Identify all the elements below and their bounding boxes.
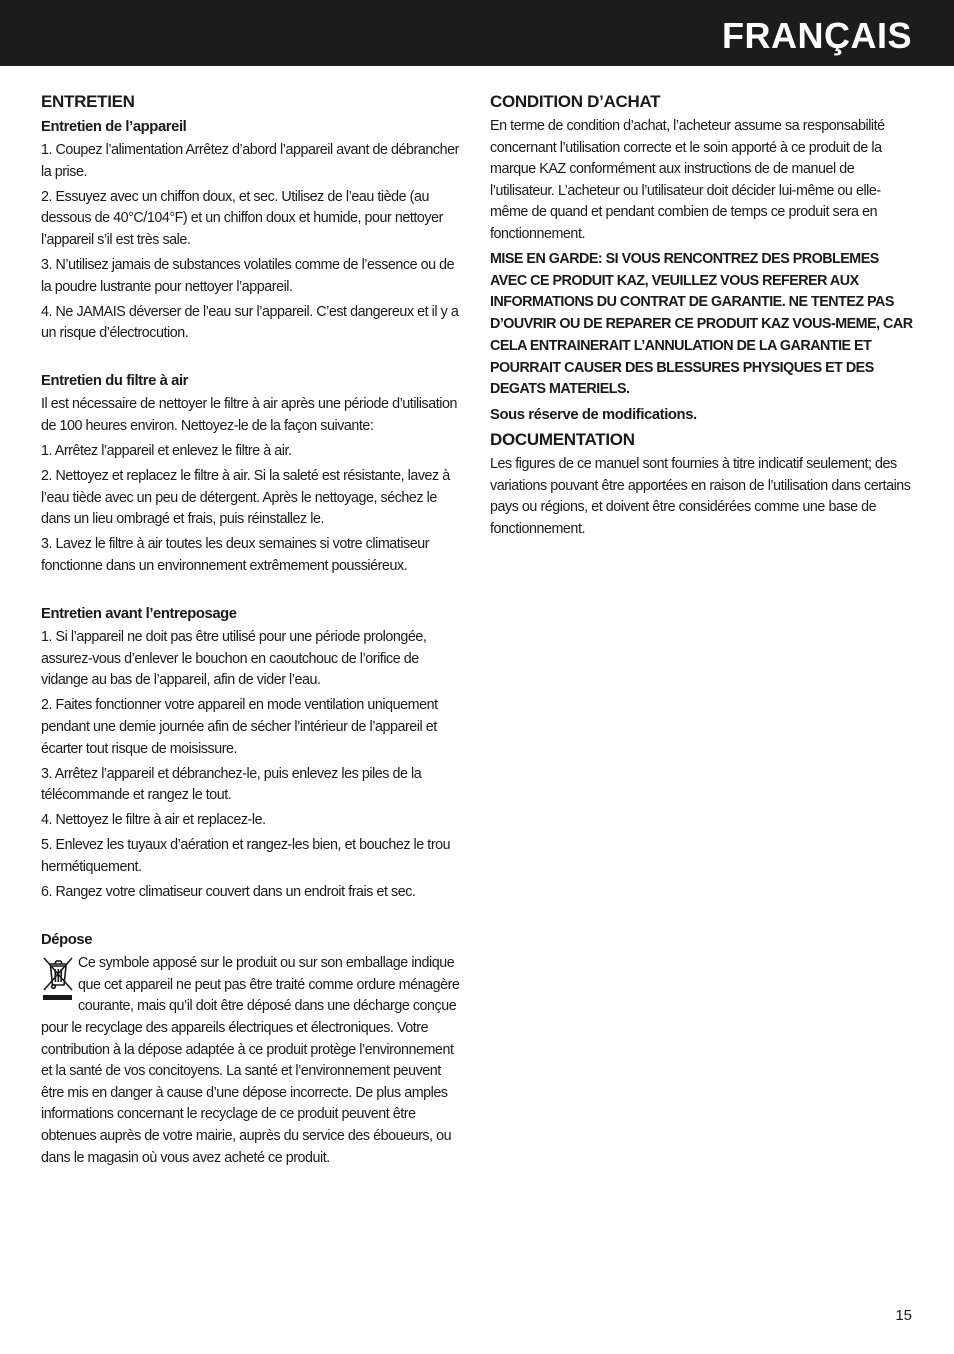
entreposage-item-3: 3. Arrêtez l’appareil et débranchez-le, puis enlevez les piles de la télécommande et rangez le tout. bbox=[41, 765, 422, 804]
appareil-item-3: 3. N’utilisez jamais de substances volatiles comme de l’essence ou de la poudre lustrante pour nettoyer l’appareil. bbox=[41, 256, 455, 295]
filtre-intro: Il est nécessaire de nettoyer le filtre à air après une période d’utilisation de 100 heures environ. Nettoyez-le de la façon suivante: bbox=[41, 396, 457, 434]
crossed-out-bin-icon bbox=[41, 955, 74, 1003]
left-column bbox=[41, 90, 465, 1173]
entreposage-item-2: 2. Faites fonctionner votre appareil en mode ventilation uniquement pendant une demie journée afin de sécher l’intérieur de l’appareil et écarter tout risque de moisissure. bbox=[41, 697, 438, 757]
language-header-bar bbox=[0, 0, 954, 66]
entreposage-item-5: 5. Enlevez les tuyaux d’aération et rangez-les bien, et bouchez le trou hermétiquement. bbox=[41, 837, 451, 876]
entreposage-subheading: Entretien avant l’entreposage bbox=[41, 606, 237, 623]
appareil-subheading: Entretien de l’appareil bbox=[41, 119, 187, 135]
right-column bbox=[490, 90, 916, 544]
entreposage-item-4: 4. Nettoyez le filtre à air et replacez-le. bbox=[41, 812, 266, 829]
appareil-item-1: 1. Coupez l’alimentation Arrêtez d’abord l’appareil avant de débrancher la prise. bbox=[41, 142, 459, 180]
filtre-item-2: 2. Nettoyez et replacez le filtre à air. Si la saleté est résistante, lavez à l’eau tiède avec un peu de détergent. Après le nettoyage, séchez le dans un lieu ombragé et frais, puis réinstallez le. bbox=[41, 468, 450, 528]
depose-text: Ce symbole apposé sur le produit ou sur son emballage indique que cet appareil ne peut pas être traité comme ordure ménagère courante, mais qu’il doit être déposé dans une décharge conçue pour le recyclage des appareils électriques et électroniques. Votre contribution à la dépose adaptée à ce produit protège l’environnement et la santé de vos concitoyens. La santé et l’environnement peuvent être mis en danger à cause d’une dépose incorrecte. De plus amples informations concernant le recyclage de ce produit peuvent être obtenues auprès de votre mairie, auprès du service des éboueurs, ou dans le magasin où vous avez acheté ce produit. bbox=[41, 955, 460, 1166]
language-title: FRANÇAIS bbox=[722, 15, 912, 56]
warning-text: MISE EN GARDE: SI VOUS RENCONTREZ DES PROBLEMES AVEC CE PRODUIT KAZ, VEUILLEZ VOUS REFERER AUX INFORMATIONS DU CONTRAT DE GARANTIE. NE TENTEZ PAS D’OUVRIR OU DE REPARER CE PRODUIT KAZ VOUS-MEME, CAR CELA ENTRAINERAIT L’ANNULATION DE LA GARANTIE ET POURRAIT CAUSER DES BLESSURES PHYSIQUES ET DES DEGATS MATERIELS. bbox=[490, 251, 913, 398]
condition-text: En terme de condition d’achat, l’acheteur assume sa responsabilité concernant l’utilisation correcte et le soin apporté à ce produit de la marque KAZ conformément aux instructions de de manuel de l’utilisateur. L’acheteur ou l’utilisateur doit décider lui-même ou elle-même de quand et pendant combien de temps ce produit sera en fonctionnement. bbox=[490, 118, 885, 242]
entreposage-item-1: 1. Si l’appareil ne doit pas être utilisé pour une période prolongée, assurez-vous d’enlever le bouchon en caoutchouc de l’orifice de vidange au bas de l’appareil, afin de vider l’eau. bbox=[41, 629, 427, 689]
modifications-note: Sous réserve de modifications. bbox=[490, 406, 697, 423]
appareil-item-4: 4. Ne JAMAIS déverser de l’eau sur l’appareil. C’est dangereux et il y a un risque d’électrocution. bbox=[41, 303, 459, 342]
page-number: 15 bbox=[895, 1307, 912, 1324]
condition-heading: CONDITION D’ACHAT bbox=[490, 92, 661, 111]
appareil-item-2: 2. Essuyez avec un chiffon doux, et sec. Utilisez de l’eau tiède (au dessous de 40°C/104°F) et un chiffon doux et humide, pour nettoyer l’appareil s’il est très sale. bbox=[41, 188, 443, 248]
entreposage-item-6: 6. Rangez votre climatiseur couvert dans un endroit frais et sec. bbox=[41, 884, 416, 901]
documentation-text: Les figures de ce manuel sont fournies à titre indicatif seulement; des variations pouvant être apportées en raison de l’utilisation dans certains pays ou régions, et doivent être considérées comme une base de fonctionnement. bbox=[490, 455, 911, 537]
depose-block bbox=[41, 953, 465, 1169]
depose-subheading: Dépose bbox=[41, 932, 93, 949]
filtre-item-3: 3. Lavez le filtre à air toutes les deux semaines si votre climatiseur fonctionne dans un environnement extrêmement poussiéreux. bbox=[41, 536, 430, 574]
documentation-heading: DOCUMENTATION bbox=[490, 429, 635, 449]
filtre-item-1: 1. Arrêtez l’appareil et enlevez le filtre à air. bbox=[41, 443, 292, 460]
entretien-heading: ENTRETIEN bbox=[41, 92, 135, 111]
filtre-subheading: Entretien du filtre à air bbox=[41, 373, 189, 390]
